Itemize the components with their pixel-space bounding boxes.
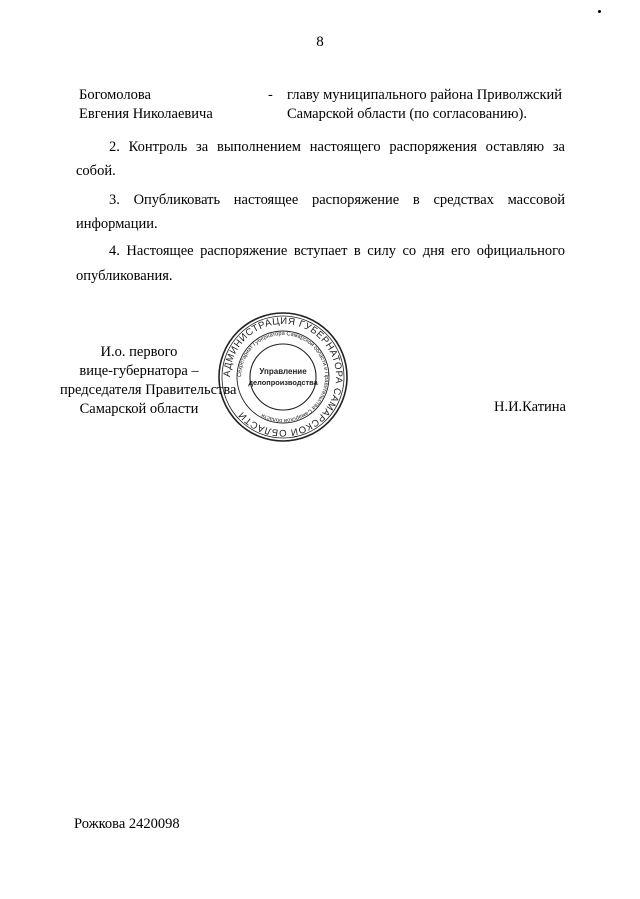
item-3-line2: информации. (76, 216, 158, 232)
appointee-position-line2: Самарской области (по согласованию). (287, 106, 527, 122)
appointee-surname: Богомолова (79, 87, 151, 103)
seal-center-line2: делопроизводства (248, 378, 318, 387)
seal-center-line1: Управление (259, 367, 307, 376)
seal-graphic (216, 310, 350, 444)
scan-speck (598, 10, 601, 13)
seal-inner-ring (250, 344, 316, 410)
seal-inner-text: Секретариат Губернатора Самарской области и Правительства Самарской области (236, 330, 330, 424)
signature-title-line4: Самарской области (79, 401, 199, 417)
page-number: 8 (316, 34, 324, 50)
item-4-line1: 4. Настоящее распоряжение вступает в силу со дня его официального (109, 243, 565, 259)
signature-title-line1: И.о. первого (100, 344, 178, 360)
official-seal (216, 310, 350, 444)
item-3-line1: 3. Опубликовать настоящее распоряжение в средствах массовой (109, 192, 565, 208)
item-2-line2: собой. (76, 163, 116, 179)
signature-title (60, 343, 237, 419)
item-4-line2: опубликования. (76, 268, 173, 284)
appointee-given-names: Евгения Николаевича (79, 106, 213, 122)
signature-title-line3: председателя Правительства (60, 382, 237, 398)
item-2-line1: 2. Контроль за выполнением настоящего распоряжения оставляю за (109, 139, 565, 155)
seal-outer-text: АДМИНИСТРАЦИЯ ГУБЕРНАТОРА САМАРСКОЙ ОБЛАСТИ (221, 315, 345, 439)
executor-contact: Рожкова 2420098 (74, 816, 180, 832)
signature-title-line2: вице-губернатора – (79, 363, 199, 379)
appointee-dash: - (268, 87, 273, 103)
signer-name: Н.И.Катина (493, 399, 566, 415)
appointee-position-line1: главу муниципального района Приволжский (287, 87, 563, 103)
